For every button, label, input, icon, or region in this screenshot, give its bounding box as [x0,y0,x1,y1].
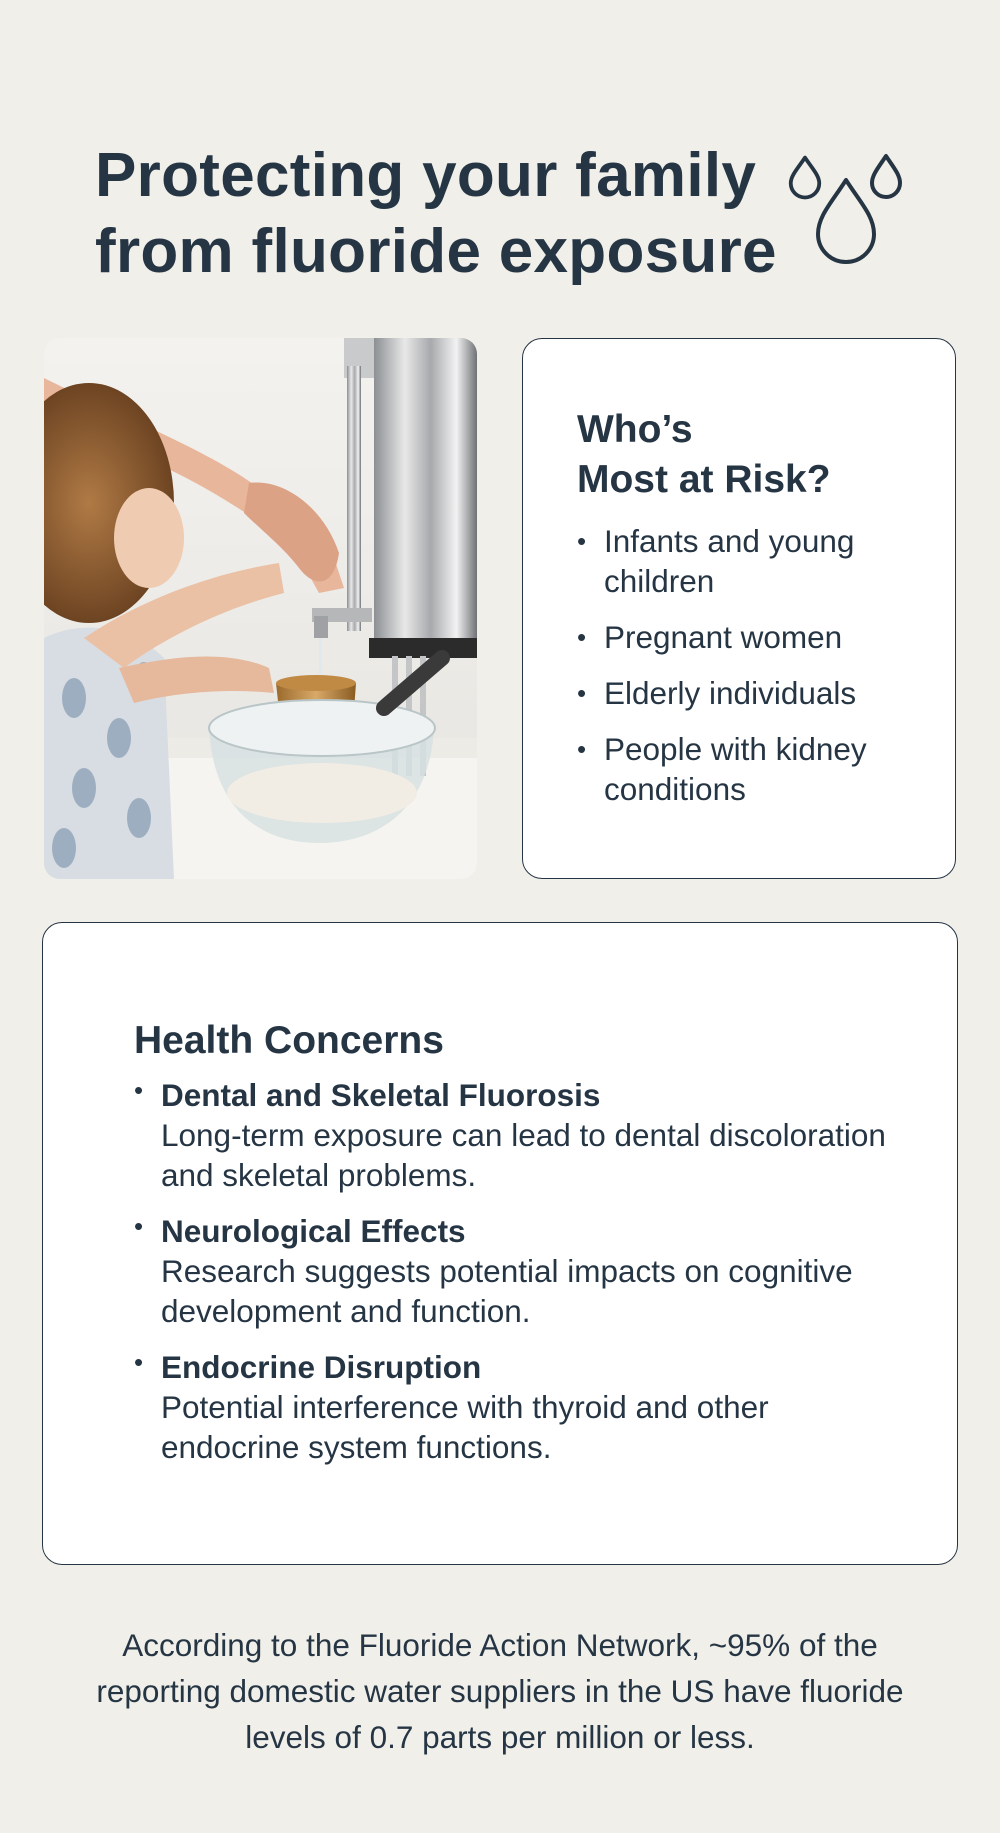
health-heading: Health Concerns [134,1019,444,1062]
risk-item: • Pregnant women [577,617,927,657]
health-item-description: Research suggests potential impacts on cognitive development and function. [161,1253,853,1329]
health-item [134,1075,894,1195]
risk-list [577,521,927,825]
health-item [134,1347,894,1467]
risk-card [522,338,956,879]
health-item-title: • Dental and Skeletal Fluorosis [161,1077,601,1113]
health-list [134,1075,894,1483]
risk-heading [577,405,917,505]
risk-heading-line-1: Who’s [577,408,693,451]
health-item-title: • Endocrine Disruption [161,1349,482,1385]
water-drops-icon [788,150,908,275]
risk-item: • Elderly individuals [577,673,927,713]
kitchen-photo [44,338,477,879]
health-concerns-card [42,922,958,1565]
health-item [134,1211,894,1331]
health-item-description: Long-term exposure can lead to dental discoloration and skeletal problems. [161,1117,886,1193]
risk-item: • Infants and young children [577,521,927,601]
source-footnote: According to the Fluoride Action Network, ~95% of the reporting domestic water suppliers in the US have fluoride levels of 0.7 parts per million or less. [96,1627,904,1755]
risk-heading-line-2: Most at Risk? [577,458,831,501]
health-item-title: • Neurological Effects [161,1213,466,1249]
page-title: Protecting your family from fluoride exposure [95,141,777,286]
health-item-description: Potential interference with thyroid and other endocrine system functions. [161,1389,769,1465]
risk-item: • People with kidney conditions [577,729,927,809]
